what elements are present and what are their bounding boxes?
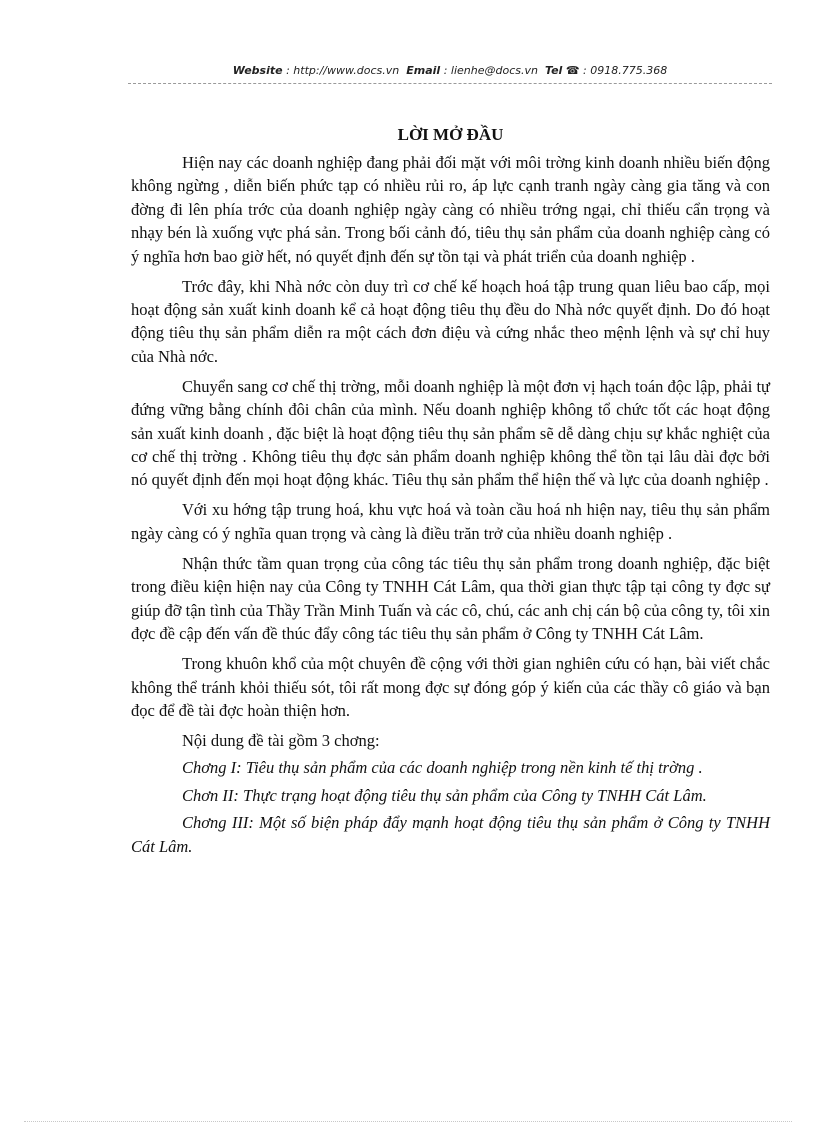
chapter-item: Chơng I: Tiêu thụ sản phẩm của các doanh nghiệp trong nền kinh tế thị trờng .: [182, 758, 703, 778]
header-divider: [128, 83, 772, 84]
body-paragraph: Trong khuôn khổ của một chuyên đề cộng với thời gian nghiên cứu có hạn, bài viết chắc không thể tránh khỏi thiếu sót, tôi rất mong đợc sự đóng góp ý kiến của các thầy cô giáo và bạn đọc để đề tài đợc hoàn thiện hơn.: [131, 654, 770, 720]
page-header: [128, 64, 772, 84]
website-label: Website: [232, 64, 283, 77]
body-paragraph: Chuyển sang cơ chế thị trờng, mỗi doanh nghiệp là một đơn vị hạch toán độc lập, phải tự đứng vững bằng chính đôi chân của mình. Nếu doanh nghiệp không tổ chức tốt các hoạt động sản xuất kinh doanh , đặc biệt là hoạt động tiêu thụ sản phẩm sẽ dễ dàng chịu sự khắc nghiệt của cơ chế thị trờng . Không tiêu thụ đợc sản phẩm doanh nghiệp không thể tồn tại lâu dài đợc bởi nó quyết định đến mọi hoạt động khác. Tiêu thụ sản phẩm thể hiện thế và lực của doanh nghiệp .: [131, 376, 770, 490]
tel-label: Tel: [544, 64, 563, 77]
body-paragraph: Trớc đây, khi Nhà nớc còn duy trì cơ chế kế hoạch hoá tập trung quan liêu bao cấp, mọi hoạt động sản xuất kinh doanh kể cả hoạt động tiêu thụ đều do Nhà nớc quyết định. Do đó hoạt động tiêu thụ sản phẩm diễn ra một cách đơn điệu và cứng nhắc theo mệnh lệnh và sự chỉ huy của Nhà nớc.: [131, 276, 770, 366]
page-title: LỜI MỞ ĐẦU: [397, 125, 504, 144]
website-value: : http://www.docs.vn: [286, 64, 400, 77]
page-bottom-divider: [24, 1121, 792, 1122]
chapter-item: Chơng III: Một số biện pháp đẩy mạnh hoạt động tiêu thụ sản phẩm ở Công ty TNHH Cát Lâm.: [131, 813, 770, 856]
chapter-item: Chơn II: Thực trạng hoạt động tiêu thụ sản phẩm của Công ty TNHH Cát Lâm.: [182, 785, 707, 805]
body-paragraph: Nội dung đề tài gồm 3 chơng:: [182, 730, 380, 750]
email-value: : lienhe@docs.vn: [443, 64, 538, 77]
body-paragraph: Nhận thức tầm quan trọng của công tác tiêu thụ sản phẩm trong doanh nghiệp, đặc biệt trong điều kiện hiện nay của Công ty TNHH Cát Lâm, qua thời gian thực tập tại công ty đợc sự giúp đỡ tận tình của Thầy Trần Minh Tuấn và các cô, chú, các anh chị cán bộ của công ty, tôi xin đợc đề cập đến vấn đề thúc đẩy công tác tiêu thụ sản phẩm ở Công ty TNHH Cát Lâm.: [131, 553, 770, 644]
tel-value: : 0918.775.368: [583, 64, 668, 77]
phone-icon: ☎: [565, 64, 580, 77]
body-paragraph: Với xu hớng tập trung hoá, khu vực hoá và toàn cầu hoá nh hiện nay, tiêu thụ sản phẩm ngày càng có ý nghĩa quan trọng và càng là điều trăn trở của nhiều doanh nghiệp .: [131, 500, 770, 543]
document-body: [131, 123, 770, 862]
body-paragraph: Hiện nay các doanh nghiệp đang phải đối mặt với môi trờng kinh doanh nhiều biến động không ngừng , diễn biến phức tạp có nhiều rủi ro, áp lực cạnh tranh ngày càng gia tăng và con đờng đi lên phía trớc của doanh nghiệp ngày càng có nhiều trớng ngại, chỉ thiếu cẩn trọng và nhạy bén là xuống vực phá sản. Trong bối cảnh đó, tiêu thụ sản phẩm của doanh nghiệp càng có ý nghĩa hơn bao giờ hết, nó quyết định đến sự tồn tại và phát triển của doanh nghiệp .: [131, 153, 770, 266]
email-label: Email: [406, 64, 441, 77]
